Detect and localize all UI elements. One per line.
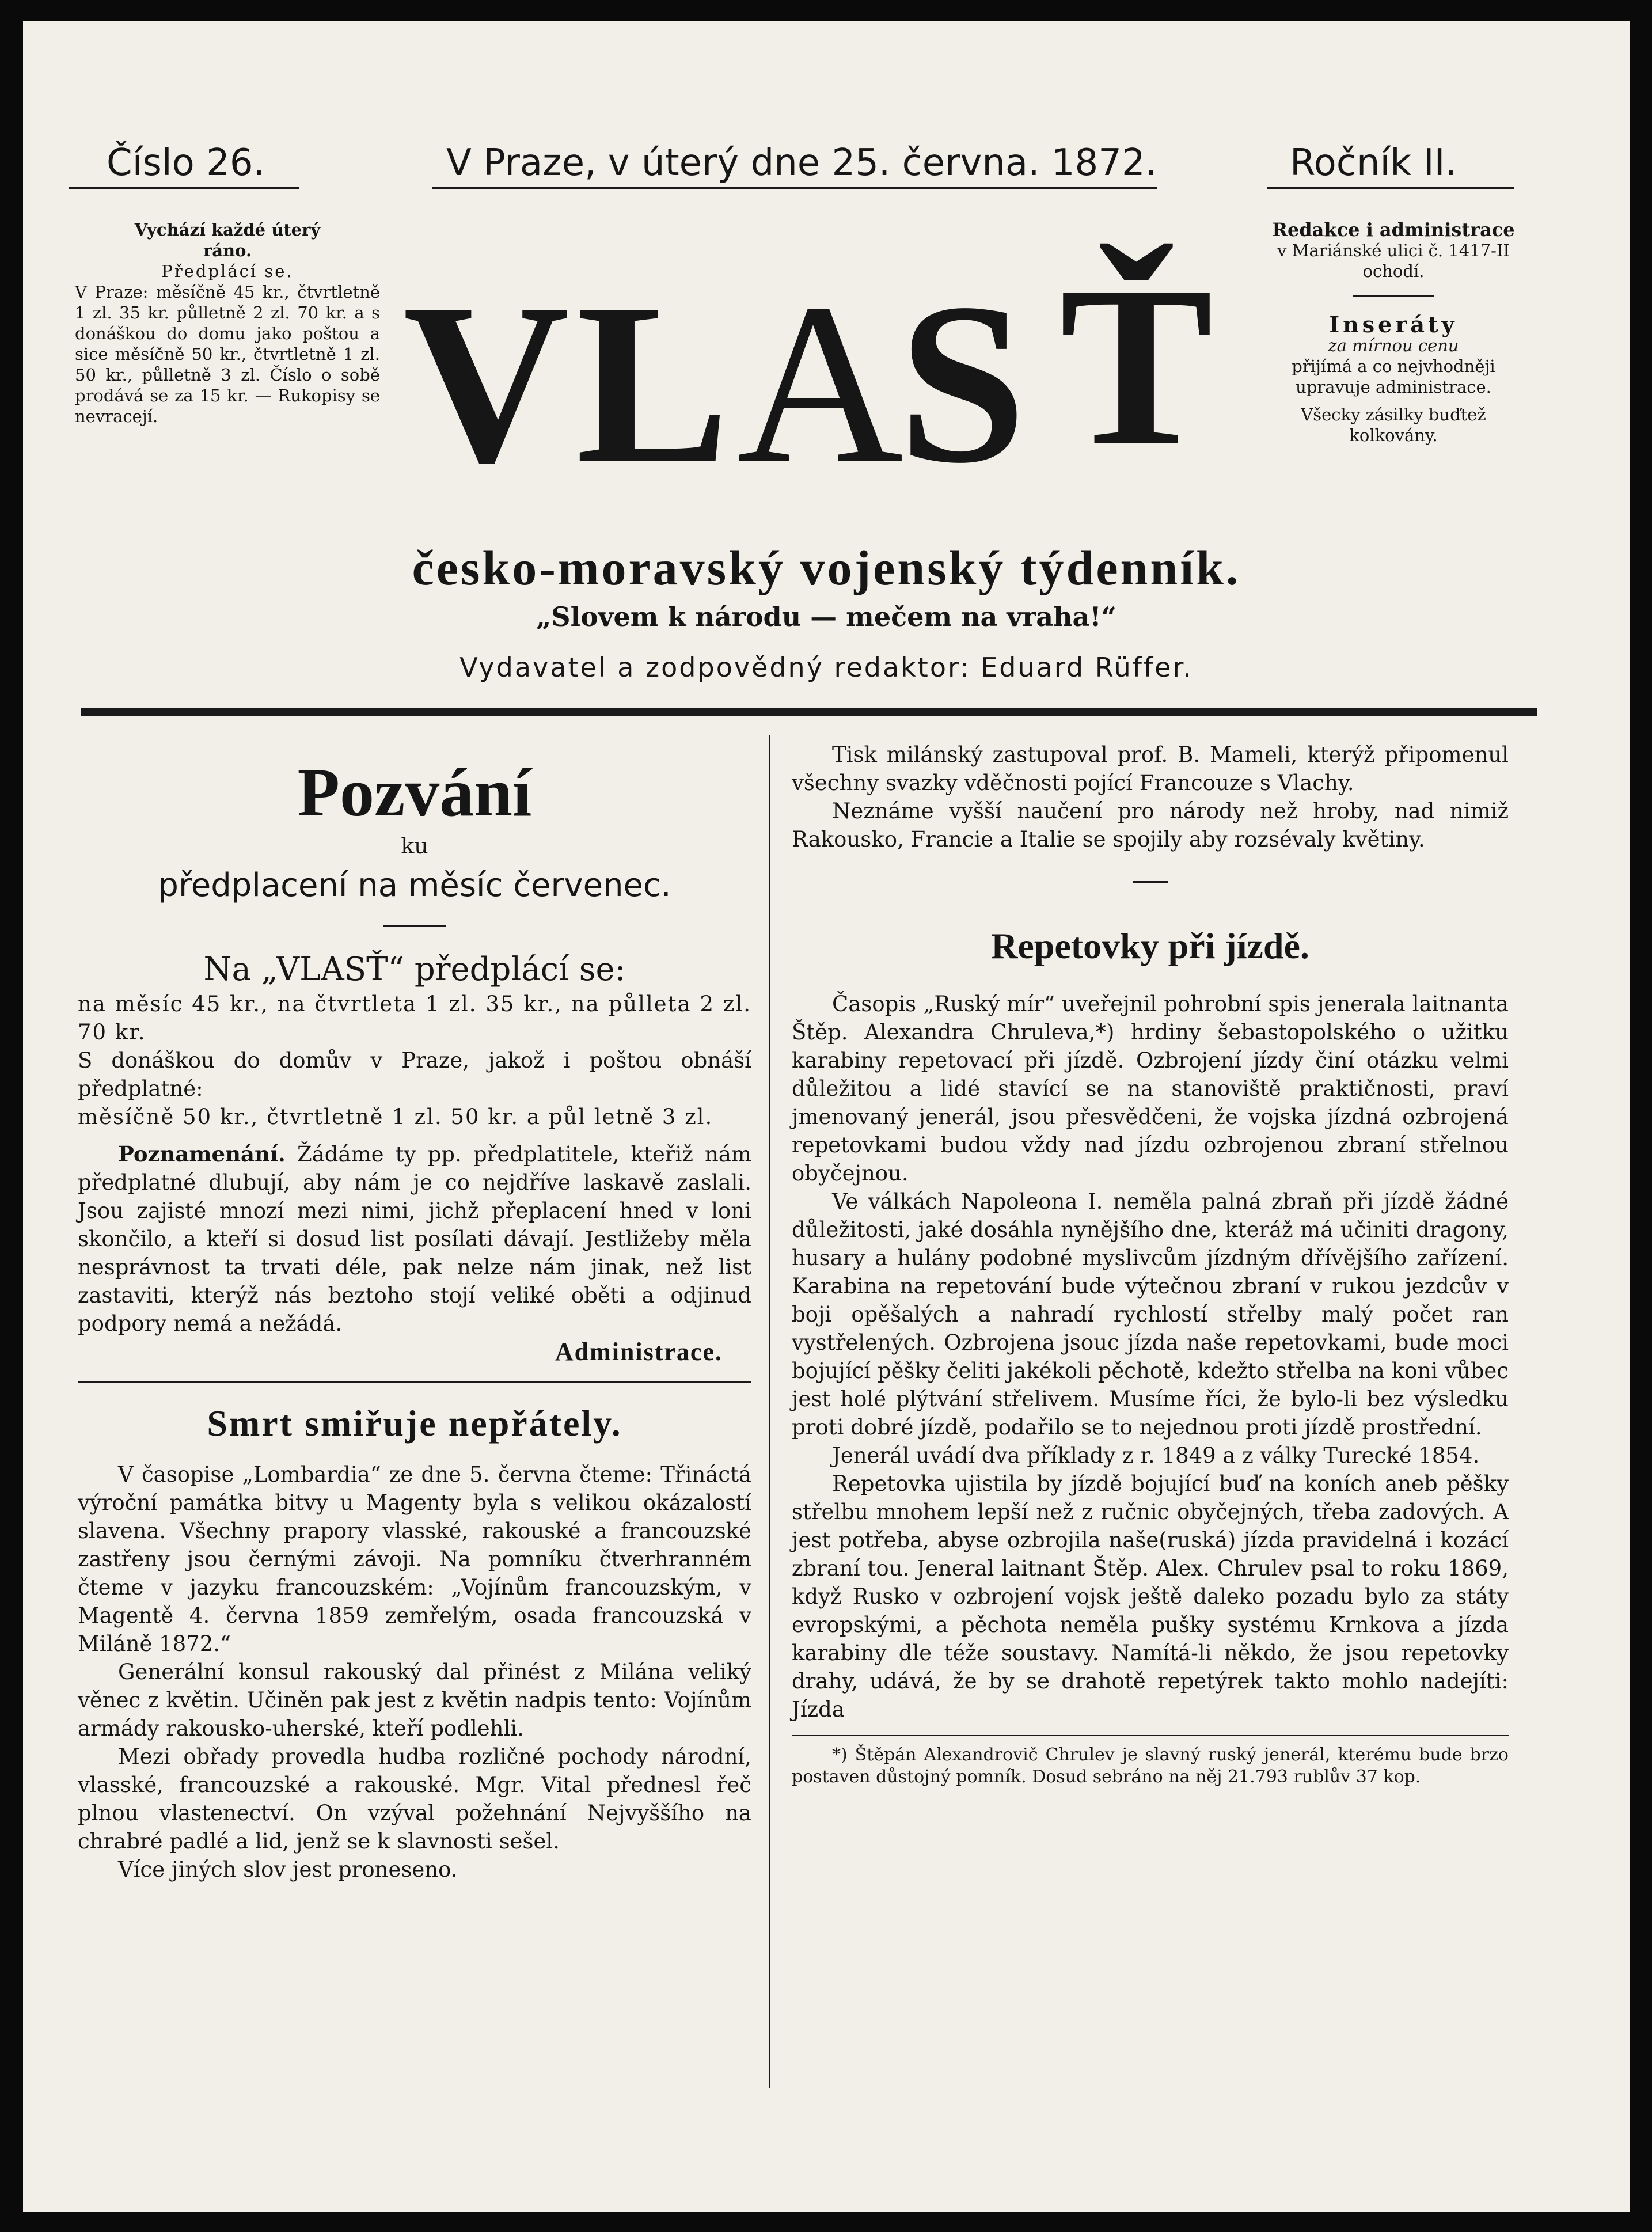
volume-number: Ročník II. (1290, 142, 1457, 184)
na-vlast-heading: Na „VLASŤ“ předplácí se: (203, 951, 626, 988)
info-line-2: ráno. (203, 241, 252, 260)
header-rule-right (1267, 187, 1514, 189)
repetovky-paragraph-2: Ve válkách Napoleona I. neměla palná zbraň při jízdě žádné důležitosti, jaké dosáhla nynějšího dne, kteráž má učiniti dragony, husary a hulány podobné myslivcům jízdným dřívějšího zařízení. Karabina na repetování bude výtečnou zbraní v rukou jezdcův v boji opěšalých a nahradí rychlostí střelby malý počet ran vystřelených. Ozbrojena jsouc jízda naše repetovkami, bude moci bojující pěšky čeliti jakékoli pěchotě, kdežto střelba na koni vůbec jest holé plýtvání střelivem. Musíme říci, že bylo-li bez výsledku proti dobré jízdě, podařilo se to nejednou proti jízdě prostřední. (792, 1189, 1509, 1440)
info-text: V Praze: měsíčně 45 kr., čtvrtletně 1 zl. 35 kr. půlletně 2 zl. 70 kr. a s donáškou do domu jako poštou a sice měsíčně 50 kr., čtvrtletně 1 zl. 50 kr., půlletně 3 zl. Číslo o sobě prodává se za 15 kr. — Rukopisy se nevracejí. (75, 282, 380, 426)
info-line-1: Vychází každé úterý (134, 220, 321, 240)
administrace-signature: Administrace. (555, 1338, 723, 1366)
place-date: V Praze, v úterý dne 25. června. 1872. (446, 142, 1157, 184)
subtitle: česko-moravský vojenský týdenník. (412, 540, 1241, 595)
price-line-1: na měsíc 45 kr., na čtvrtleta 1 zl. 35 kr., na půlleta 2 zl. 70 kr. (78, 992, 751, 1045)
price-line-3: měsíčně 50 kr., čtvrtletně 1 zl. 50 kr. a půl letně 3 zl. (78, 1104, 713, 1129)
note-line-1: Všecky zásilky buďtež (1301, 405, 1486, 424)
title-letter-t: Ť (1059, 238, 1213, 494)
predplaceni-heading: předplacení na měsíc červenec. (158, 867, 671, 904)
tisk-paragraph: Tisk milánský zastupoval prof. B. Mameli, kterýž připomenul všechny svazky vděčnosti pojící Francouze s Vlachy. (792, 742, 1509, 795)
inserty-line-3: upravuje administrace. (1296, 377, 1491, 397)
header-rule-center (432, 187, 1157, 189)
pozvani-heading: Pozvání (297, 754, 532, 830)
smrt-paragraph-1: V časopise „Lombardia“ ze dne 5. června čteme: Třináctá výroční památka bitvy u Magenty byla s velikou okázalostí slavena. Všechny prapory vlasské, rakouské a francouzské zastřeny jsou černými závoji. Na pomníku čtverhranném čteme v jazyku francouzském: „Vojínům francouzským, v Magentě 4. června 1859 zemřelým, osada francouzská v Miláně 1872.“ (78, 1462, 751, 1656)
editorial-divider (1353, 295, 1434, 297)
title-letter-s: S (898, 256, 1027, 511)
left-column (78, 735, 751, 1884)
repetovky-paragraph-4: Repetovka ujistila by jízdě bojující buď na koních aneb pěšky střelbu mnohem lepší než z ručnic obyčejných, třeba zadových. A jest potřeba, abyse ozbrojila naše(ruská) jízda pravidelná i kozácí zbraní tou. Jeneral laitnant Štěp. Alex. Chrulev psal to roku 1869, když Rusko v ozbrojení vojsk ještě daleko pozadu bylo za státy evropskými, a pěchota neměla pušky systému Krnkova a jízda karabiny dle téže soustavy. Namítá-li někdo, že jsou repetovky drahy, udává, že by se drahotě repetýrek takto mohlo nadejíti: Jízda (792, 1471, 1509, 1722)
header-rule-left (69, 187, 299, 189)
editorial-line-3: ochodí. (1362, 261, 1425, 281)
ku-word: ku (401, 833, 428, 859)
repetovky-heading: Repetovky při jízdě. (991, 925, 1309, 966)
article-divider (1133, 881, 1168, 883)
footnote-rule (792, 1735, 1509, 1736)
repetovky-paragraph-3: Jenerál uvádí dva příklady z r. 1849 a z války Turecké 1854. (832, 1443, 1480, 1468)
smrt-paragraph-2: Generální konsul rakouský dal přinést z Milána veliký věnec z květin. Učiněn pak jest z květin nadpis tento: Vojínům armády rakousko-uherské, kteří podlehli. (78, 1660, 751, 1741)
smrt-heading: Smrt smiřuje nepřátely. (207, 1403, 622, 1444)
poznamenani-text: Žádáme ty pp. předplatitele, kteřiž nám předplatné dlubují, aby nám je co nejdříve laskavě zaslali. Jsou zajisté mnozí mezi nimi, jichž přeplacení hned v loni skončilo, a kteří si dosud list posílati dávají. Jestližeby měla nesprávnost ta trvati déle, pak nelze nám jinak, než list zastaviti, kterýž nás beztoho stojí veliké oběti a odjinud podpory nemá a nežádá. (78, 1142, 751, 1336)
inserty-line-1: za mírnou cenu (1328, 336, 1459, 355)
editorial-line-2: v Mariánské ulici č. 1417-II (1277, 241, 1510, 260)
info-line-3: Předplácí se. (161, 261, 294, 281)
masthead-title (403, 238, 1221, 511)
note-line-2: kolkovány. (1349, 426, 1438, 445)
editorial-info (1209, 219, 1578, 446)
title-letter-l: L (576, 256, 730, 511)
masthead-rule (81, 708, 1537, 716)
inserty-line-2: přijímá a co nejvhodněji (1292, 356, 1495, 376)
repetovky-paragraph-1: Časopis „Ruský mír“ uveřejnil pohrobní spis jenerala laitnanta Štěp. Alexandra Chruleva,*) hrdiny šebastopolského o užitku karabiny repetovací při jízdě. Ozbrojení jízdy činí otázku velmi důležitou a lidé stavící se na stanoviště praktičnosti, praví jmenovaný jenerál, jsou přesvědčeni, že vojska jízdná ozbrojená repetovkami budou vždy nad jízdu ozbrojenou zbraní střelnou obyčejnou. (792, 992, 1509, 1186)
nauceni-paragraph: Neznáme vyšší naučení pro národy než hroby, nad nimiž Rakousko, Francie a Italie se spojily aby rozsévaly květiny. (792, 799, 1509, 852)
title-letter-a: A (737, 256, 903, 511)
smrt-paragraph-4: Více jiných slov jest proneseno. (118, 1857, 458, 1882)
inserty-title: Inseráty (1329, 312, 1458, 337)
issue-number: Číslo 26. (107, 142, 265, 184)
subscription-info (75, 219, 380, 427)
column-divider (769, 735, 770, 2088)
footnote: *) Štěpán Alexandrovič Chrulev je slavný ruský jenerál, kterému bude brzo postaven důstojný pomník. Dosud sebráno na něj 21.793 rublův 37 kop. (792, 1745, 1509, 1787)
publisher-line: Vydavatel a zodpovědný redaktor: Eduard Rüffer. (459, 652, 1193, 683)
section-rule (78, 1381, 751, 1383)
title-letter-v: V (403, 256, 569, 511)
newspaper-page (23, 21, 1630, 2212)
heading-divider (383, 925, 446, 927)
smrt-paragraph-3: Mezi obřady provedla hudba rozličné pochody národní, vlasské, francouzské a rakouské. Mgr. Vital přednesl řeč plnou vlastenectví. On vzýval požehnání Nejvyššího na chrabré padlé a lid, jenž se k slavnosti sešel. (78, 1744, 751, 1854)
editorial-line-1: Redakce i administrace (1272, 219, 1515, 241)
poznamenani-label: Poznamenání. (118, 1141, 286, 1167)
poznamenani-paragraph (78, 1140, 751, 1338)
price-line-2: S donáškou do domův v Praze, jakož i poštou obnáší předplatné: (78, 1048, 751, 1101)
motto: „Slovem k národu — mečem na vraha!“ (536, 601, 1117, 632)
right-column (792, 741, 1509, 1788)
